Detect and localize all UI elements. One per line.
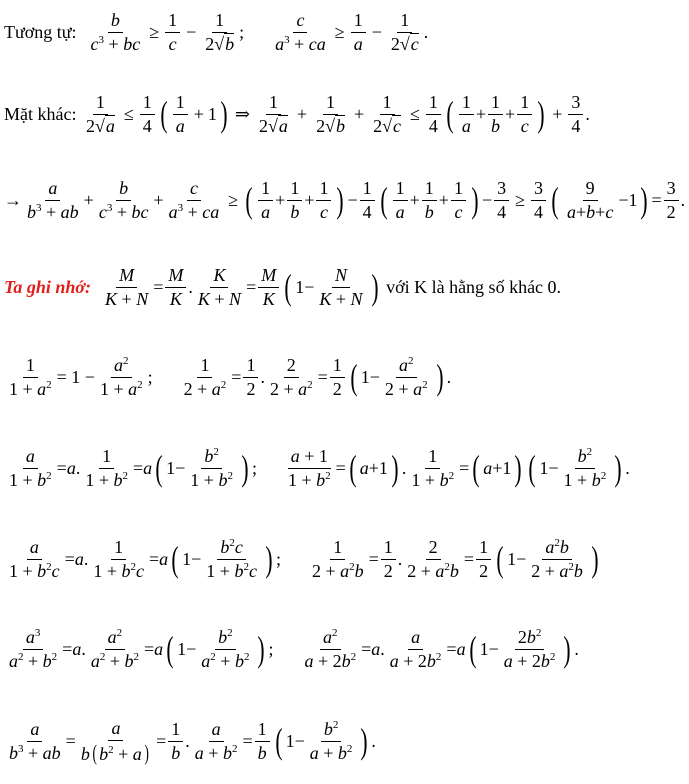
line-label: Mặt khác:: [4, 103, 77, 124]
equation-line-7: $\frac{a}{1 + b^2c}$ = a . $\frac{1}{1 + b^2c}$ = a ( 1− $\frac{b^2c}{1 + b^2c}$ ) ; $\frac{1}{2 + a^2b}$ = $\frac{1}{2}$ . $\frac{2}{2 + a^2b}$ = $\frac{1}{2}$ ( 1− $\frac{a^2b}{2 + a^2b}$ ): [9, 537, 599, 581]
equation-line-2: Mặt khác: $\frac{1}{2√a}$ ≤ $\frac{1}{4}$ ( $\frac{1}{a}$ + 1 ) ⇒ $\frac{1}{2√a}$ + $\frac{1}{2√b}$ + $\frac{1}{2√c}$ ≤ $\frac{1}{4}$ ( $\frac{1}{a}$ + $\frac{1}{b}$ + $\frac{1}{c}$ ) + $\frac{3}{4}$ .: [4, 92, 590, 136]
equation-line-5: $\frac{1}{1 + a^2}$ = 1 − $\frac{a^2}{1 + a^2}$ ; $\frac{1}{2 + a^2}$ = $\frac{1}{2}$ . $\frac{2}{2 + a^2}$ = $\frac{1}{2}$ ( 1− $\frac{a^2}{2 + a^2}$ ) .: [9, 355, 452, 399]
equation-line-6: $\frac{a}{1 + b^2}$ = a . $\frac{1}{1 + b^2}$ = a ( 1− $\frac{b^2}{1 + b^2}$ ) ; $\frac{a + 1}{1 + b^2}$ = ( a +1 ) . $\frac{1}{1 + b^2}$ = ( a +1 ) ( 1− $\frac{b^2}{1 + b^2}$ ) .: [9, 446, 630, 490]
equation-line-4: Ta ghi nhớ: $\frac{M}{K + N}$ = $\frac{M}{K}$ . $\frac{K}{K + N}$ = $\frac{M}{K}$ ( 1− $\frac{N}{K + N}$ ) với K là hằng số khác 0.: [4, 265, 562, 309]
arrow: →: [4, 189, 22, 210]
note-label: Ta ghi nhớ:: [4, 276, 92, 297]
equation-line-8: $\frac{a^3}{a^2 + b^2}$ = a . $\frac{a^2}{a^2 + b^2}$ = a ( 1− $\frac{b^2}{a^2 + b^2}$ ) ; $\frac{a^2}{a + 2b^2}$ = a . $\frac{a}{a + 2b^2}$ = a ( 1− $\frac{2b^2}{a + 2b^2}$ ) .: [9, 627, 579, 671]
equation-line-3: → $\frac{a}{b^3 + ab}$ + $\frac{b}{c^3 + bc}$ + $\frac{c}{a^3 + ca}$ ≥ ( $\frac{1}{a}$ + $\frac{1}{b}$ + $\frac{1}{c}$ ) − $\frac{1}{4}$ ( $\frac{1}{a}$ + $\frac{1}{b}$ + $\frac{1}{c}$ ) − $\frac{3}{4}$ ≥ $\frac{3}{4}$ ( $\frac{9}{a+b+c}$ −1 ) = $\frac{3}{2}$ .: [4, 178, 686, 222]
line-label: Tương tự:: [4, 21, 77, 42]
equation-line-9: $\frac{a}{b^3 + ab}$ = $\frac{a}{b ( b^2 + a )}$ = $\frac{1}{b}$ . $\frac{a}{a + b^2}$ = $\frac{1}{b}$ ( 1− $\frac{b^2}{a + b^2}$ ) .: [9, 718, 376, 765]
equation-line-1: Tương tự: $\frac{b}{c^3 + bc}$ ≥ $\frac{1}{c}$ − $\frac{1}{2√b}$ ; $\frac{c}{a^3 + ca}$ ≥ $\frac{1}{a}$ − $\frac{1}{2√c}$ .: [4, 10, 429, 54]
note-text: với K là hằng số khác 0.: [386, 276, 562, 297]
